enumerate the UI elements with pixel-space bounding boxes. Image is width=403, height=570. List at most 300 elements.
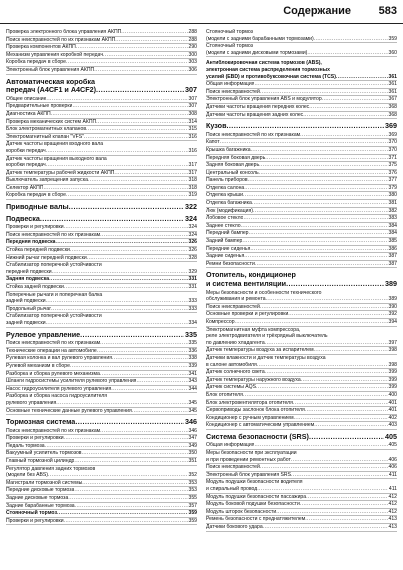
toc-leader — [56, 400, 187, 407]
toc-entry[interactable] — [206, 170, 397, 178]
toc-entry-page: 349 — [188, 442, 197, 449]
toc-entry-page: 351 — [188, 458, 197, 465]
toc-entry[interactable] — [6, 134, 197, 142]
toc-entry-title: Регулятор давления задних тормозов — [6, 465, 96, 472]
section-hvac[interactable] — [206, 280, 397, 289]
toc-entry-page: 386 — [388, 245, 397, 252]
toc-entry-title: Электронный блок управления ABS и модулятор — [206, 96, 322, 103]
toc-leader — [56, 239, 188, 246]
toc-entry[interactable] — [206, 384, 397, 392]
toc-entry-title-cont: обслуживания и ремонта — [206, 296, 266, 303]
toc-entry-page: 381 — [388, 200, 397, 207]
toc-entry[interactable] — [6, 148, 197, 156]
toc-entry[interactable] — [206, 223, 397, 231]
toc-leader — [69, 203, 184, 212]
toc-entry[interactable] — [6, 52, 197, 60]
toc-leader — [80, 331, 184, 340]
toc-entry[interactable] — [206, 400, 397, 408]
toc-entry-title: Задние сиденья — [206, 253, 245, 260]
toc-entry[interactable] — [6, 29, 197, 37]
toc-entry[interactable] — [6, 408, 197, 416]
toc-entry[interactable] — [6, 284, 197, 292]
toc-entry[interactable] — [6, 348, 197, 356]
toc-entry[interactable] — [6, 371, 197, 379]
toc-entry-page: 383 — [388, 215, 397, 222]
toc-leader — [220, 139, 388, 146]
toc-leader — [97, 348, 188, 355]
toc-entry-page: 339 — [188, 362, 197, 369]
toc-entry[interactable] — [6, 363, 197, 371]
toc-entry-title: Электронный блок управления SRS — [206, 471, 291, 478]
toc-leader — [51, 306, 187, 313]
toc-entry[interactable] — [6, 443, 197, 451]
toc-entry-page: 318 — [188, 184, 197, 191]
toc-leader — [52, 269, 188, 276]
toc-entry-page: 387 — [388, 253, 397, 260]
section-page: 335 — [185, 329, 197, 339]
section-drive-shafts[interactable] — [6, 203, 197, 212]
toc-leader — [132, 408, 188, 415]
toc-leader — [248, 177, 388, 184]
toc-leader — [43, 185, 187, 192]
toc-entry[interactable] — [206, 155, 397, 163]
toc-entry-title: Проверка механических систем АКПП — [6, 118, 97, 125]
toc-entry[interactable] — [206, 162, 397, 170]
toc-entry-title: Кондиционер с ручным управлением — [206, 414, 294, 421]
toc-leader — [76, 44, 188, 51]
toc-entry-title: Передние дисковые тормоза — [6, 487, 75, 494]
toc-leader — [114, 170, 187, 177]
toc-leader — [96, 119, 187, 126]
toc-entry-page: 390 — [388, 303, 397, 310]
toc-entry-page: 411 — [388, 471, 397, 478]
toc-entry-title: Общая информация — [206, 442, 255, 449]
toc-entry-title: Поиск неисправностей по их признакам АКПП — [6, 36, 116, 43]
toc-entry[interactable] — [6, 185, 197, 193]
toc-leader — [253, 208, 388, 215]
toc-entry-page: 308 — [188, 110, 197, 117]
toc-entry-page: 343 — [188, 378, 197, 385]
toc-entry[interactable] — [6, 428, 197, 436]
toc-entry-title: Электромагнитный клапан "VFS" — [6, 133, 84, 140]
toc-leader — [75, 503, 188, 510]
toc-entry[interactable] — [206, 486, 397, 494]
toc-entry[interactable] — [6, 306, 197, 314]
toc-entry[interactable] — [6, 67, 197, 75]
toc-entry-page: 300 — [188, 51, 197, 58]
toc-entry[interactable] — [206, 132, 397, 140]
toc-entry-title: Задняя боковая дверь — [206, 162, 260, 169]
toc-entry-title: Поиск неисправностей по их признакам — [6, 231, 101, 238]
section-title: Рулевое управление — [6, 329, 81, 339]
toc-entry[interactable] — [206, 261, 397, 269]
toc-leader — [300, 132, 387, 139]
toc-entry[interactable] — [6, 224, 197, 232]
toc-leader — [265, 340, 388, 347]
section-page: 346 — [185, 417, 197, 427]
toc-entry-title: Датчики бокового удара — [206, 524, 263, 530]
toc-entry-title-cont: задней подвески — [6, 298, 46, 305]
toc-entry[interactable] — [206, 192, 397, 200]
toc-leader — [260, 89, 388, 96]
toc-leader — [291, 472, 388, 479]
toc-entry[interactable] — [206, 139, 397, 147]
toc-entry[interactable] — [6, 400, 197, 408]
toc-leader — [294, 415, 388, 422]
toc-entry-title: Люк (модификация) — [206, 207, 253, 214]
toc-entry-title: Проверки и регулировки — [6, 517, 64, 524]
toc-entry-page: 403 — [388, 422, 397, 429]
toc-entry-page: 338 — [188, 355, 197, 362]
toc-leader — [100, 371, 188, 378]
toc-entry[interactable] — [206, 200, 397, 208]
toc-entry-title: Передний бампер — [206, 230, 249, 237]
toc-entry-page: 399 — [388, 384, 397, 391]
toc-entry[interactable] — [6, 44, 197, 52]
section-srs[interactable] — [206, 433, 397, 442]
toc-entry-title: Разборка и сборка насоса гидроусилителя — [6, 393, 107, 400]
toc-entry[interactable] — [6, 119, 197, 127]
toc-entry[interactable] — [206, 362, 397, 370]
toc-entry[interactable] — [6, 192, 197, 200]
toc-entry-title: Проверка компонентов АКПП — [6, 44, 76, 51]
toc-entry-title: Меры безопасности и особенности технического — [206, 289, 322, 296]
toc-entry[interactable] — [206, 89, 397, 97]
toc-entry[interactable] — [206, 464, 397, 472]
toc-entry[interactable] — [6, 232, 197, 240]
toc-entry-title: Меры безопасности при эксплуатации — [206, 450, 297, 457]
toc-entry-page: 357 — [188, 502, 197, 509]
toc-leader — [40, 215, 184, 224]
section-title: Подвеска — [6, 213, 40, 223]
toc-entry[interactable] — [6, 386, 197, 394]
toc-entry[interactable] — [206, 50, 397, 58]
toc-entry-page: 326 — [188, 239, 197, 246]
toc-leader — [244, 253, 387, 260]
toc-entry[interactable] — [6, 435, 197, 443]
toc-entry[interactable] — [206, 96, 397, 104]
toc-entry[interactable] — [6, 37, 197, 45]
toc-leader — [300, 501, 388, 508]
section-akpp[interactable] — [6, 86, 197, 95]
toc-entry[interactable] — [206, 422, 397, 430]
toc-entry[interactable] — [206, 185, 397, 193]
toc-entry-title: Стояночный тормоз — [206, 29, 254, 35]
toc-entry-page: 385 — [388, 238, 397, 245]
toc-entry[interactable] — [206, 215, 397, 223]
toc-entry-title-cont: (модели с задними барабанными тормозами) — [206, 35, 314, 42]
toc-entry-title: Капот — [206, 139, 220, 146]
toc-entry[interactable] — [206, 509, 397, 517]
toc-entry-page: 400 — [388, 391, 397, 398]
toc-entry-title: Крышка багажника — [206, 146, 251, 153]
section-page: 389 — [385, 279, 397, 288]
toc-entry[interactable] — [6, 96, 197, 104]
toc-entry[interactable] — [206, 104, 397, 112]
toc-entry-page: 345 — [188, 399, 197, 406]
toc-entry-title: Поиск неисправностей по их признакам — [206, 131, 301, 138]
toc-leader — [259, 162, 387, 169]
toc-entry[interactable] — [206, 494, 397, 502]
toc-entry-title: Проверка электронного блока управления АКПП — [6, 29, 122, 35]
toc-entry[interactable] — [206, 246, 397, 254]
toc-leader — [70, 363, 188, 370]
toc-entry-page: 353 — [188, 479, 197, 486]
toc-entry-title: Педаль тормоза — [6, 442, 45, 449]
toc-entry-page: 324 — [188, 231, 197, 238]
toc-entry[interactable] — [206, 304, 397, 312]
toc-entry-page: 412 — [388, 508, 397, 515]
toc-entry-title: Датчик солнечного света — [206, 369, 265, 376]
toc-leader — [266, 296, 388, 303]
toc-entry[interactable] — [206, 112, 397, 120]
toc-entry[interactable] — [6, 170, 197, 178]
toc-entry-title: Отделка багажника — [206, 200, 252, 207]
toc-entry[interactable] — [206, 442, 397, 450]
toc-leader — [74, 458, 187, 465]
toc-entry[interactable] — [206, 501, 397, 509]
toc-leader — [75, 418, 184, 427]
toc-entry-title: Общее описание — [6, 95, 47, 102]
toc-entry-page: 359 — [188, 510, 197, 517]
toc-leader — [121, 29, 187, 36]
toc-entry-page: 360 — [388, 49, 397, 56]
toc-entry-title: Выключатель запрещения запуска — [6, 177, 88, 184]
toc-entry-title: Панель приборов — [206, 177, 248, 184]
toc-entry[interactable] — [6, 276, 197, 284]
toc-entry-page: 397 — [388, 339, 397, 346]
toc-leader — [45, 443, 188, 450]
toc-entry-page: 346 — [188, 427, 197, 434]
toc-entry-title: Коробка передач в сборе — [6, 192, 66, 199]
toc-leader — [51, 111, 188, 118]
toc-leader — [94, 67, 187, 74]
toc-entry[interactable] — [6, 298, 197, 306]
toc-entry[interactable] — [6, 510, 197, 518]
toc-leader — [314, 347, 388, 354]
toc-leader — [260, 464, 388, 471]
toc-leader — [293, 400, 388, 407]
toc-entry[interactable] — [206, 524, 397, 532]
toc-entry-page: 392 — [388, 311, 397, 318]
toc-entry-page: 387 — [388, 260, 397, 267]
toc-entry-title: Датчик частоты вращения входного вала — [6, 141, 104, 148]
toc-entry[interactable] — [6, 518, 197, 526]
toc-entry-title-cont: коробки передач — [6, 162, 46, 169]
toc-entry[interactable] — [6, 495, 197, 503]
toc-entry-page: 384 — [388, 222, 397, 229]
toc-entry[interactable] — [206, 36, 397, 44]
toc-entry-page: 370 — [388, 139, 397, 146]
toc-entry[interactable] — [206, 253, 397, 261]
toc-entry-title: Датчик температуры воздуха за испарителем — [206, 347, 314, 354]
toc-entry[interactable] — [206, 208, 397, 216]
toc-entry-title: Ремни безопасности — [206, 260, 255, 267]
toc-leader — [276, 509, 387, 516]
toc-entry[interactable] — [206, 147, 397, 155]
section-title-line: электронная система распределения тормозных — [206, 66, 330, 73]
toc-entry[interactable] — [206, 392, 397, 400]
toc-entry[interactable] — [206, 347, 397, 355]
toc-entry[interactable] — [206, 472, 397, 480]
toc-entry-page: 326 — [188, 247, 197, 254]
toc-entry[interactable] — [6, 480, 197, 488]
toc-entry-title: Магистрали тормозной системы — [6, 479, 83, 486]
toc-entry[interactable] — [6, 355, 197, 363]
toc-entry[interactable] — [206, 296, 397, 304]
toc-entry[interactable] — [206, 319, 397, 327]
section-suspension[interactable] — [6, 215, 197, 224]
toc-entry-title: Поиск неисправностей — [206, 303, 260, 310]
section-title: и система вентиляции — [206, 279, 287, 288]
toc-leader — [74, 487, 187, 494]
section-steering[interactable] — [6, 331, 197, 340]
toc-leader — [241, 223, 388, 230]
toc-entry-page: 394 — [388, 318, 397, 325]
toc-entry-title-cont: по давлению хладагента — [206, 339, 265, 346]
toc-leader — [305, 516, 387, 523]
toc-leader — [112, 355, 188, 362]
toc-entry-title-cont: (модели с задними дисковыми тормозами) — [206, 49, 308, 56]
toc-entry[interactable] — [6, 472, 197, 480]
toc-leader — [100, 232, 187, 239]
toc-entry-title: Датчики частоты вращения задних колес — [206, 111, 304, 118]
toc-leader — [244, 185, 387, 192]
toc-entry-title: Поиск неисправностей — [206, 464, 260, 471]
toc-entry-page: 376 — [388, 169, 397, 176]
toc-entry-title: Поиск неисправностей — [206, 88, 260, 95]
toc-entry[interactable] — [6, 111, 197, 119]
toc-entry-title-cont: (модели без ABS) — [6, 472, 49, 479]
section-page: 324 — [185, 213, 197, 223]
toc-entry-page: 370 — [388, 146, 397, 153]
toc-entry[interactable] — [206, 238, 397, 246]
toc-entry[interactable] — [206, 415, 397, 423]
section-brakes[interactable] — [6, 418, 197, 427]
toc-entry-title: Датчики влажности и датчик температуры воздуха — [206, 354, 326, 361]
toc-entry[interactable] — [206, 81, 397, 89]
toc-entry-title: Заднее стекло — [206, 222, 241, 229]
toc-entry[interactable] — [206, 340, 397, 348]
toc-entry-title: Задние барабанные тормоза — [6, 502, 75, 509]
toc-entry-title: Стойка задней подвески — [6, 284, 64, 290]
toc-leader — [314, 36, 388, 43]
toc-entry-page: 368 — [388, 111, 397, 118]
toc-entry-title: Поиск неисправностей по их признакам — [6, 340, 101, 347]
toc-leader — [257, 362, 388, 369]
toc-entry-page: 288 — [188, 29, 197, 35]
toc-entry[interactable] — [6, 239, 197, 247]
toc-entry-page: 317 — [188, 169, 197, 176]
toc-entry-page: 368 — [388, 103, 397, 110]
toc-entry[interactable] — [6, 450, 197, 458]
page-title: Содержание — [283, 5, 351, 17]
toc-entry-title: Рулевой механизм в сборе — [6, 362, 70, 369]
toc-entry[interactable] — [6, 103, 197, 111]
toc-leader — [115, 37, 187, 44]
section-title: Система безопасности (SRS) — [206, 431, 309, 441]
toc-leader — [314, 422, 387, 429]
toc-leader — [288, 311, 387, 318]
toc-entry[interactable] — [206, 407, 397, 415]
toc-entry-page: 347 — [188, 435, 197, 442]
toc-leader — [255, 261, 388, 268]
toc-entry[interactable] — [6, 503, 197, 511]
toc-entry[interactable] — [6, 320, 197, 328]
toc-entry-title-cont: и спиральный провод — [206, 486, 258, 493]
toc-leader — [136, 378, 187, 385]
toc-entry[interactable] — [206, 177, 397, 185]
toc-entry[interactable] — [6, 59, 197, 67]
toc-leader — [46, 320, 188, 327]
toc-entry-page: 336 — [188, 347, 197, 354]
toc-leader — [265, 369, 388, 376]
toc-entry[interactable] — [206, 311, 397, 319]
toc-leader — [243, 192, 388, 199]
toc-entry[interactable] — [206, 457, 397, 465]
section-hvac-line: Отопитель, кондиционер — [206, 270, 296, 280]
toc-entry-title-cont: передней подвески — [6, 268, 52, 275]
toc-leader — [96, 86, 184, 95]
toc-leader — [72, 103, 187, 110]
toc-leader — [243, 392, 388, 399]
toc-leader — [103, 52, 187, 59]
toc-entry-page: 399 — [388, 376, 397, 383]
section-body[interactable] — [206, 122, 397, 131]
toc-entry-title: Продольный рычаг — [6, 305, 52, 312]
section-abs-last[interactable] — [206, 74, 397, 82]
toc-leader — [256, 384, 387, 391]
toc-entry[interactable] — [6, 458, 197, 466]
toc-leader — [64, 284, 188, 291]
toc-entry-page: 306 — [188, 66, 197, 73]
toc-entry[interactable] — [206, 369, 397, 377]
toc-entry[interactable] — [206, 377, 397, 385]
toc-leader — [49, 276, 187, 283]
toc-entry[interactable] — [6, 162, 197, 170]
toc-entry[interactable] — [6, 255, 197, 263]
toc-entry-page: 345 — [188, 407, 197, 414]
toc-entry-title: Блок электровентилятора отопителя — [206, 399, 293, 406]
toc-entry[interactable] — [206, 516, 397, 524]
toc-entry[interactable] — [6, 487, 197, 495]
toc-entry[interactable] — [6, 177, 197, 185]
toc-leader — [263, 524, 388, 531]
toc-entry-page: 382 — [388, 207, 397, 214]
toc-entry-page: 412 — [388, 493, 397, 500]
toc-entry-page: 335 — [188, 340, 197, 347]
toc-entry-title: Задние дисковые тормоза — [6, 495, 69, 502]
toc-entry[interactable] — [6, 247, 197, 255]
toc-entry[interactable] — [206, 230, 397, 238]
toc-entry[interactable] — [6, 269, 197, 277]
toc-entry-title: Поиск неисправностей по их признакам — [6, 427, 101, 434]
toc-entry[interactable] — [6, 126, 197, 134]
toc-leader — [254, 442, 387, 449]
toc-entry-title: Основные технические данные рулевого управления — [6, 407, 132, 414]
toc-entry-page: 398 — [388, 361, 397, 368]
toc-entry-title: Модуль подушки безопасности водителя — [206, 479, 303, 486]
toc-entry-page: 401 — [388, 407, 397, 414]
toc-entry-page: 402 — [388, 414, 397, 421]
toc-entry[interactable] — [6, 378, 197, 386]
toc-entry-page: 384 — [388, 230, 397, 237]
toc-left-column — [6, 29, 197, 525]
toc-entry-title: Датчик температуры наружного воздуха — [206, 376, 301, 383]
toc-entry-title: Коробка передач в сборе — [6, 59, 66, 66]
toc-leader — [227, 122, 385, 131]
toc-entry[interactable] — [6, 340, 197, 348]
